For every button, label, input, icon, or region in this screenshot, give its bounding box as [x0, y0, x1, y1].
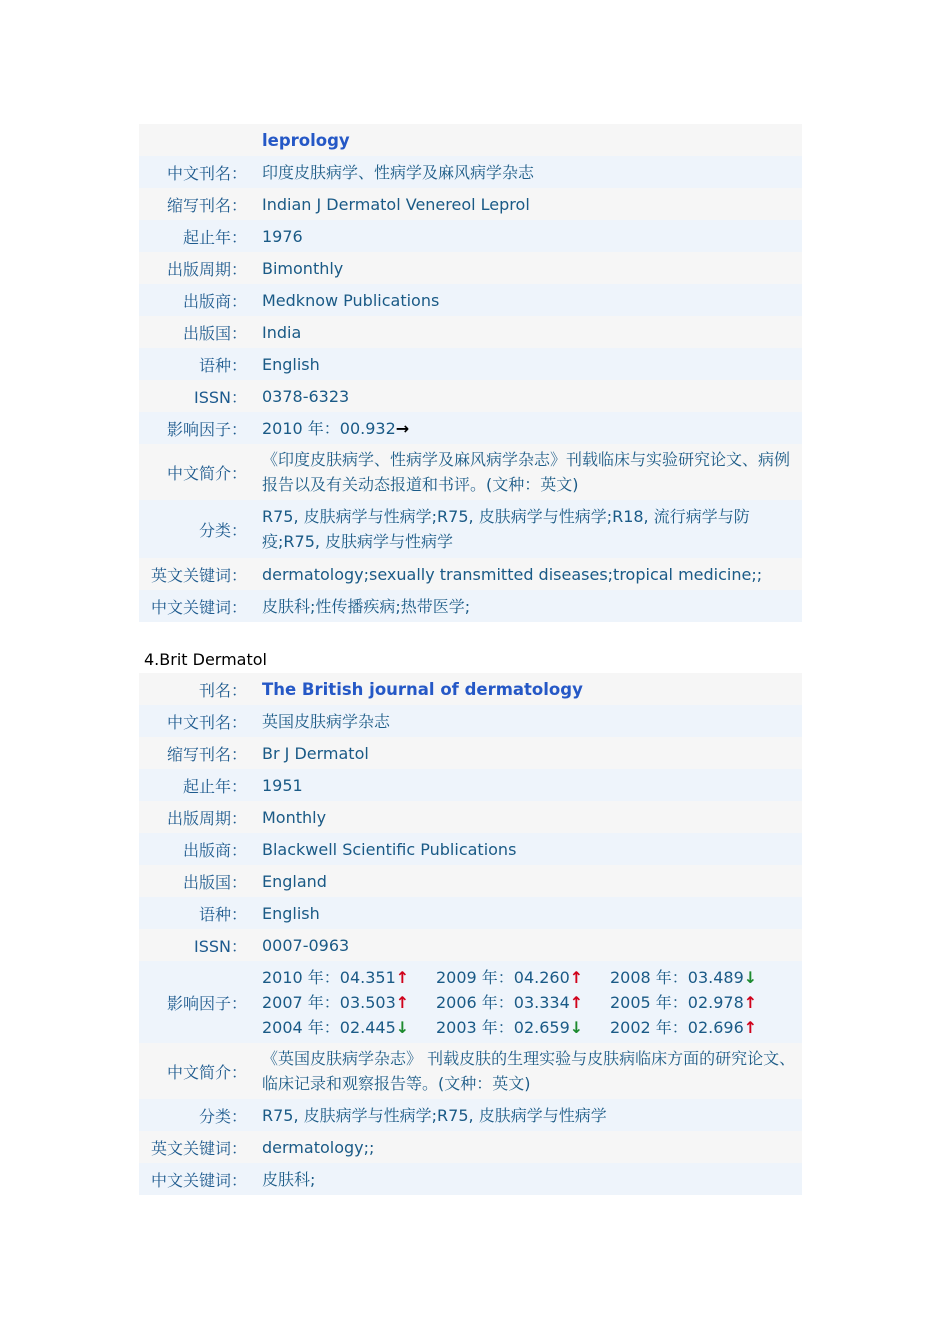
- row-label: 英文关键词：: [150, 1138, 247, 1158]
- row-label: 出版周期：: [166, 259, 247, 279]
- row-label: 中文简介：: [166, 463, 247, 483]
- row-value: dermatology;;: [262, 1137, 375, 1157]
- impact-entry: [610, 965, 784, 990]
- row-value: India: [262, 322, 302, 342]
- journal-title-link[interactable]: leprology: [262, 130, 350, 150]
- info-row: [139, 284, 802, 316]
- row-value: 《英国皮肤病学杂志》 刊载皮肤的生理实验与皮肤病临床方面的研究论文、临床记录和观察报告等。(文种：英文): [262, 1049, 796, 1093]
- row-value: Br J Dermatol: [262, 743, 369, 763]
- info-row: [139, 348, 802, 380]
- info-row: [139, 897, 802, 929]
- info-row: [139, 1043, 802, 1099]
- row-value: Indian J Dermatol Venereol Leprol: [262, 194, 530, 214]
- trend-up-icon: ↑: [743, 992, 758, 1012]
- impact-entry: [262, 965, 436, 990]
- row-value: English: [262, 354, 320, 374]
- row-label: ISSN：: [193, 387, 247, 407]
- row-label: 英文关键词：: [150, 565, 247, 585]
- journal-title-row: [139, 124, 802, 156]
- row-label: 缩写刊名：: [166, 195, 247, 215]
- row-label: 出版周期：: [166, 808, 247, 828]
- impact-entry-text: 2008 年：03.489: [610, 967, 744, 987]
- info-row: [139, 705, 802, 737]
- row-label: 出版商：: [182, 291, 247, 311]
- journal-4-table: [139, 673, 802, 1195]
- row-value: Bimonthly: [262, 258, 344, 278]
- row-label: 分类：: [198, 1106, 247, 1126]
- impact-entry-text: 2009 年：04.260: [436, 967, 570, 987]
- section-heading: 4.Brit Dermatol: [144, 650, 267, 669]
- row-label: 影响因子：: [166, 419, 247, 439]
- row-value: 皮肤科;性传播疾病;热带医学;: [262, 596, 471, 616]
- row-value: Monthly: [262, 807, 327, 827]
- row-label: 中文刊名：: [166, 712, 247, 732]
- row-label: 出版国：: [182, 872, 247, 892]
- trend-up-icon: ↑: [395, 967, 410, 987]
- info-row: [139, 590, 802, 622]
- impact-factor-value: [247, 416, 802, 441]
- row-label: 中文简介：: [166, 1062, 247, 1082]
- info-row: [139, 1163, 802, 1195]
- row-label: 语种：: [198, 355, 247, 375]
- info-row: [139, 929, 802, 961]
- row-label: ISSN：: [193, 936, 247, 956]
- row-label: 中文刊名：: [166, 163, 247, 183]
- impact-entry-text: 2004 年：02.445: [262, 1017, 396, 1037]
- impact-factor-row: [139, 961, 802, 1043]
- info-row: [139, 833, 802, 865]
- row-value: R75, 皮肤病学与性病学;R75, 皮肤病学与性病学;R18, 流行病学与防疫;R75, 皮肤病学与性病学: [262, 507, 750, 551]
- impact-entry-text: 2007 年：03.503: [262, 992, 396, 1012]
- row-value: R75, 皮肤病学与性病学;R75, 皮肤病学与性病学: [262, 1105, 607, 1125]
- trend-up-icon: ↑: [569, 967, 584, 987]
- impact-entry-text: 2003 年：02.659: [436, 1017, 570, 1037]
- impact-entry-text: 2005 年：02.978: [610, 992, 744, 1012]
- impact-entry: [262, 1015, 436, 1040]
- info-row: [139, 380, 802, 412]
- info-row: [139, 769, 802, 801]
- row-label: 起止年：: [182, 227, 247, 247]
- trend-down-icon: ↓: [569, 1017, 584, 1037]
- row-label: 刊名：: [198, 680, 247, 700]
- row-value: 0007-0963: [262, 935, 350, 955]
- row-label: 起止年：: [182, 776, 247, 796]
- row-value: 英国皮肤病学杂志: [262, 711, 391, 731]
- trend-flat-icon: →: [395, 418, 410, 438]
- row-value: dermatology;sexually transmitted diseases;tropical medicine;;: [262, 564, 763, 584]
- trend-up-icon: ↑: [395, 992, 410, 1012]
- impact-factor-row: [139, 412, 802, 444]
- row-value: English: [262, 903, 320, 923]
- impact-entry: [610, 1015, 784, 1040]
- info-row: [139, 188, 802, 220]
- info-row: [139, 1131, 802, 1163]
- info-row: [139, 801, 802, 833]
- row-label: 中文关键词：: [150, 597, 247, 617]
- row-label: 语种：: [198, 904, 247, 924]
- impact-entry: [436, 990, 610, 1015]
- row-value: England: [262, 871, 327, 891]
- info-row: [139, 252, 802, 284]
- info-row: [139, 444, 802, 500]
- trend-up-icon: ↑: [569, 992, 584, 1012]
- journal-title-row: [139, 673, 802, 705]
- row-label: 出版商：: [182, 840, 247, 860]
- impact-entry-text: 2006 年：03.334: [436, 992, 570, 1012]
- impact-factor-value: [247, 965, 802, 1040]
- info-row: [139, 558, 802, 590]
- info-row: [139, 865, 802, 897]
- row-label: 出版国：: [182, 323, 247, 343]
- info-row: [139, 1099, 802, 1131]
- row-value: Medknow Publications: [262, 290, 440, 310]
- row-label: 缩写刊名：: [166, 744, 247, 764]
- info-row: [139, 156, 802, 188]
- info-row: [139, 220, 802, 252]
- impact-entry: [436, 965, 610, 990]
- journal-title-link[interactable]: The British journal of dermatology: [262, 679, 583, 699]
- row-value: 皮肤科;: [262, 1169, 316, 1189]
- row-value: 《印度皮肤病学、性病学及麻风病学杂志》刊载临床与实验研究论文、病例报告以及有关动态报道和书评。(文种：英文): [262, 450, 791, 494]
- journal-3-table: [139, 124, 802, 622]
- impact-entry-text: 2002 年：02.696: [610, 1017, 744, 1037]
- info-row: [139, 737, 802, 769]
- impact-factor-grid: [262, 965, 802, 1040]
- row-label: 影响因子：: [166, 993, 247, 1013]
- row-value: 1951: [262, 775, 303, 795]
- impact-entry: [436, 1015, 610, 1040]
- impact-text: 2010 年：00.932: [262, 418, 396, 438]
- row-label: 中文关键词：: [150, 1170, 247, 1190]
- impact-entry-text: 2010 年：04.351: [262, 967, 396, 987]
- row-label: 分类：: [198, 520, 247, 540]
- impact-entry: [262, 990, 436, 1015]
- trend-down-icon: ↓: [395, 1017, 410, 1037]
- trend-down-icon: ↓: [743, 967, 758, 987]
- trend-up-icon: ↑: [743, 1017, 758, 1037]
- row-value: 印度皮肤病学、性病学及麻风病学杂志: [262, 162, 535, 182]
- impact-entry: [610, 990, 784, 1015]
- info-row: [139, 500, 802, 558]
- info-row: [139, 316, 802, 348]
- row-value: Blackwell Scientific Publications: [262, 839, 517, 859]
- row-value: 0378-6323: [262, 386, 350, 406]
- row-value: 1976: [262, 226, 303, 246]
